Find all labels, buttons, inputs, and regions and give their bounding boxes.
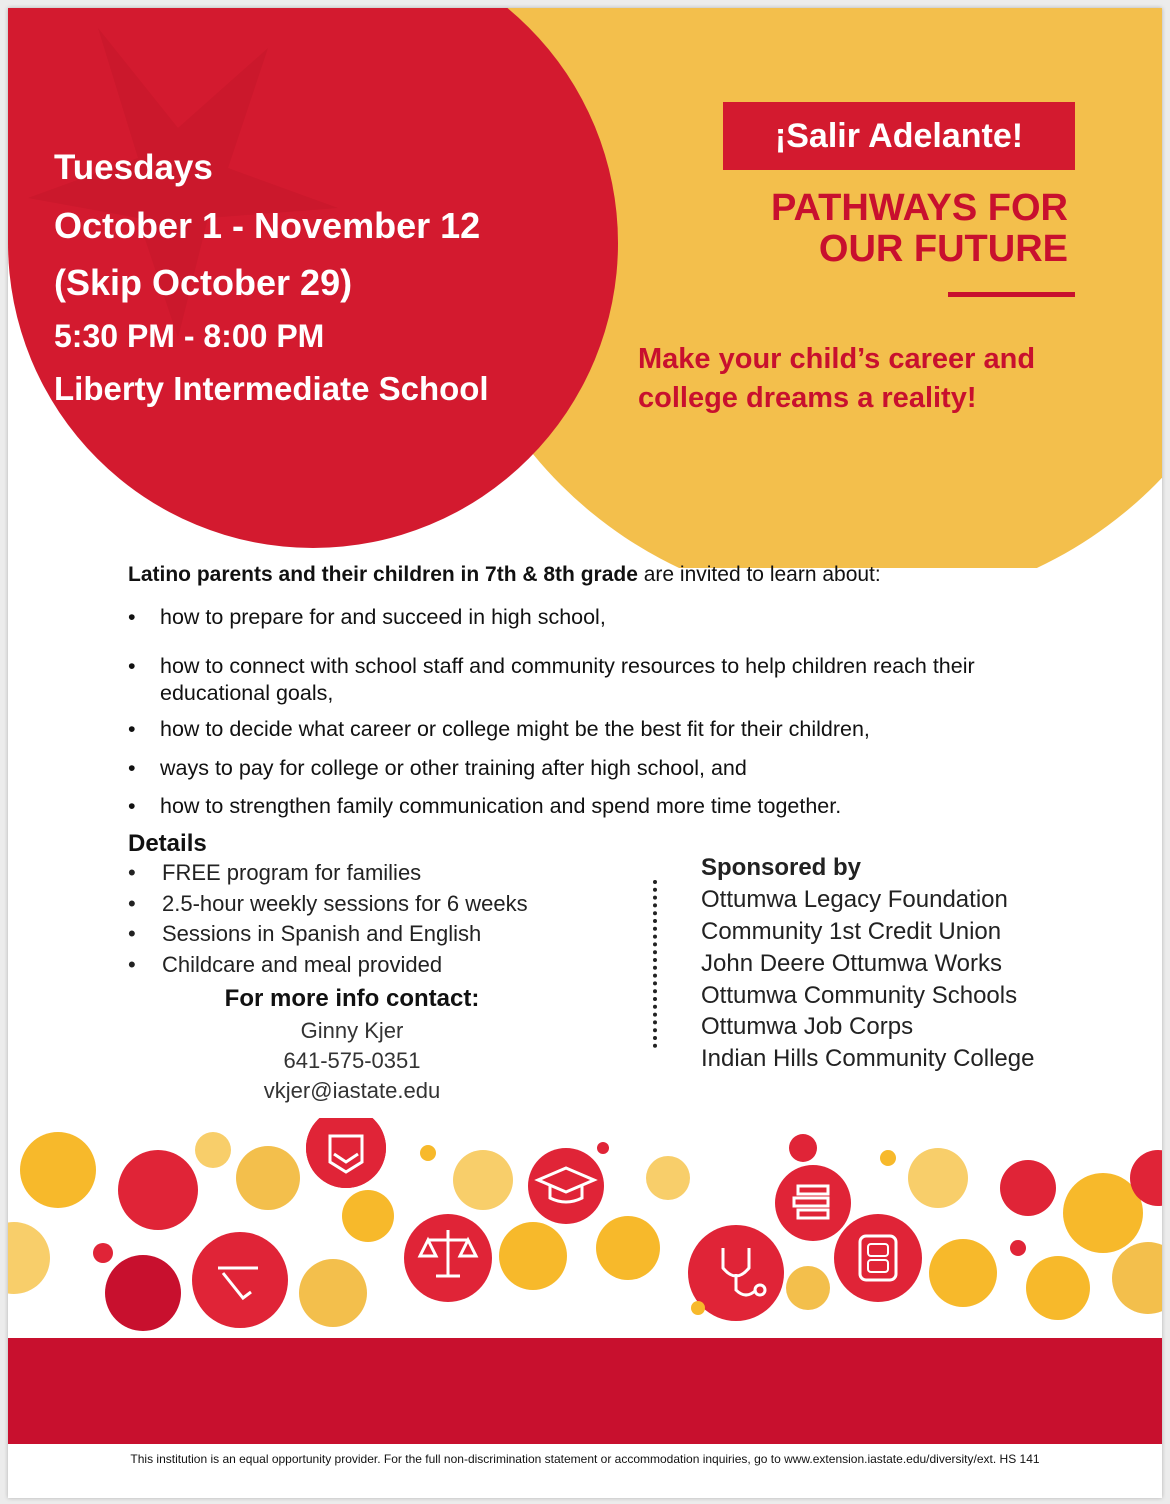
detail-text: Childcare and meal provided: [162, 952, 443, 977]
bullet-marker: •: [128, 952, 136, 977]
detail-text: 2.5-hour weekly sessions for 6 weeks: [162, 891, 528, 916]
bullet-marker: •: [128, 921, 136, 946]
dotted-divider: [653, 880, 657, 1048]
sponsors-heading: Sponsored by: [701, 854, 862, 881]
bullet-marker: •: [128, 717, 136, 741]
tagline: [638, 340, 1138, 418]
list-item-text: how to prepare for and succeed in high school,: [160, 605, 606, 629]
sponsor-item: Ottumwa Community Schools: [701, 982, 1018, 1009]
detail-text: FREE program for families: [162, 860, 422, 885]
intro-rest: are invited to learn about:: [637, 563, 881, 586]
subtitle-line-2: OUR FUTURE: [818, 228, 1068, 270]
subtitle-line-1: PATHWAYS FOR: [771, 187, 1068, 229]
bullet-marker: •: [128, 794, 136, 818]
contact-name: Ginny Kjer: [300, 1018, 404, 1043]
event-dates: October 1 - November 12: [54, 205, 481, 246]
list-item-text: how to connect with school staff and community resources to help children reach their educational goals,: [160, 654, 975, 705]
event-day: Tuesdays: [54, 148, 213, 187]
intro-bold: Latino parents and their children in 7th & 8th grade: [128, 563, 638, 586]
bullet-marker: •: [128, 756, 136, 780]
program-title-text: ¡Salir Adelante!: [774, 116, 1024, 155]
sponsor-item: Community 1st Credit Union: [701, 918, 1002, 945]
contact-heading: For more info contact:: [224, 985, 480, 1012]
sponsor-item: John Deere Ottumwa Works: [701, 950, 1002, 977]
flyer-page: [8, 8, 1162, 1498]
footer-band: [8, 1338, 1162, 1444]
details-heading: Details: [128, 830, 207, 857]
tagline-line-2: college dreams a reality!: [638, 382, 977, 414]
sponsor-item: Ottumwa Legacy Foundation: [701, 886, 1008, 913]
contact-phone[interactable]: 641-575-0351: [283, 1048, 421, 1073]
list-item-text: ways to pay for college or other training after high school, and: [160, 756, 747, 780]
event-skip-date: (Skip October 29): [54, 262, 353, 303]
subtitle-divider: [948, 292, 1075, 297]
decorative-bubbles: [8, 1118, 1162, 1343]
event-location: Liberty Intermediate School: [54, 370, 489, 407]
intro-text: [128, 563, 881, 587]
list-item-text: how to strengthen family communication and spend more time together.: [160, 794, 842, 818]
detail-text: Sessions in Spanish and English: [162, 921, 482, 946]
bullet-marker: •: [128, 654, 136, 678]
list-item-text: how to decide what career or college might be the best fit for their children,: [160, 717, 870, 741]
sponsor-item: Ottumwa Job Corps: [701, 1013, 914, 1040]
bullet-marker: •: [128, 891, 136, 916]
tagline-line-1: Make your child’s career and: [638, 343, 1036, 375]
disclaimer-text: This institution is an equal opportunity provider. For the full non-discrimination statement or accommodation inquiries, go to www.extension.iastate.edu/diversity/ext. HS 141: [130, 1452, 1040, 1466]
bullet-marker: •: [128, 860, 136, 885]
sponsor-item: Indian Hills Community College: [701, 1045, 1035, 1072]
military-badge-icon: [306, 1118, 386, 1188]
program-title: [723, 102, 1075, 170]
contact-email[interactable]: vkjer@iastate.edu: [263, 1078, 441, 1103]
event-time: 5:30 PM - 8:00 PM: [54, 318, 325, 354]
bullet-marker: •: [128, 605, 136, 629]
program-subtitle: [708, 188, 1068, 270]
